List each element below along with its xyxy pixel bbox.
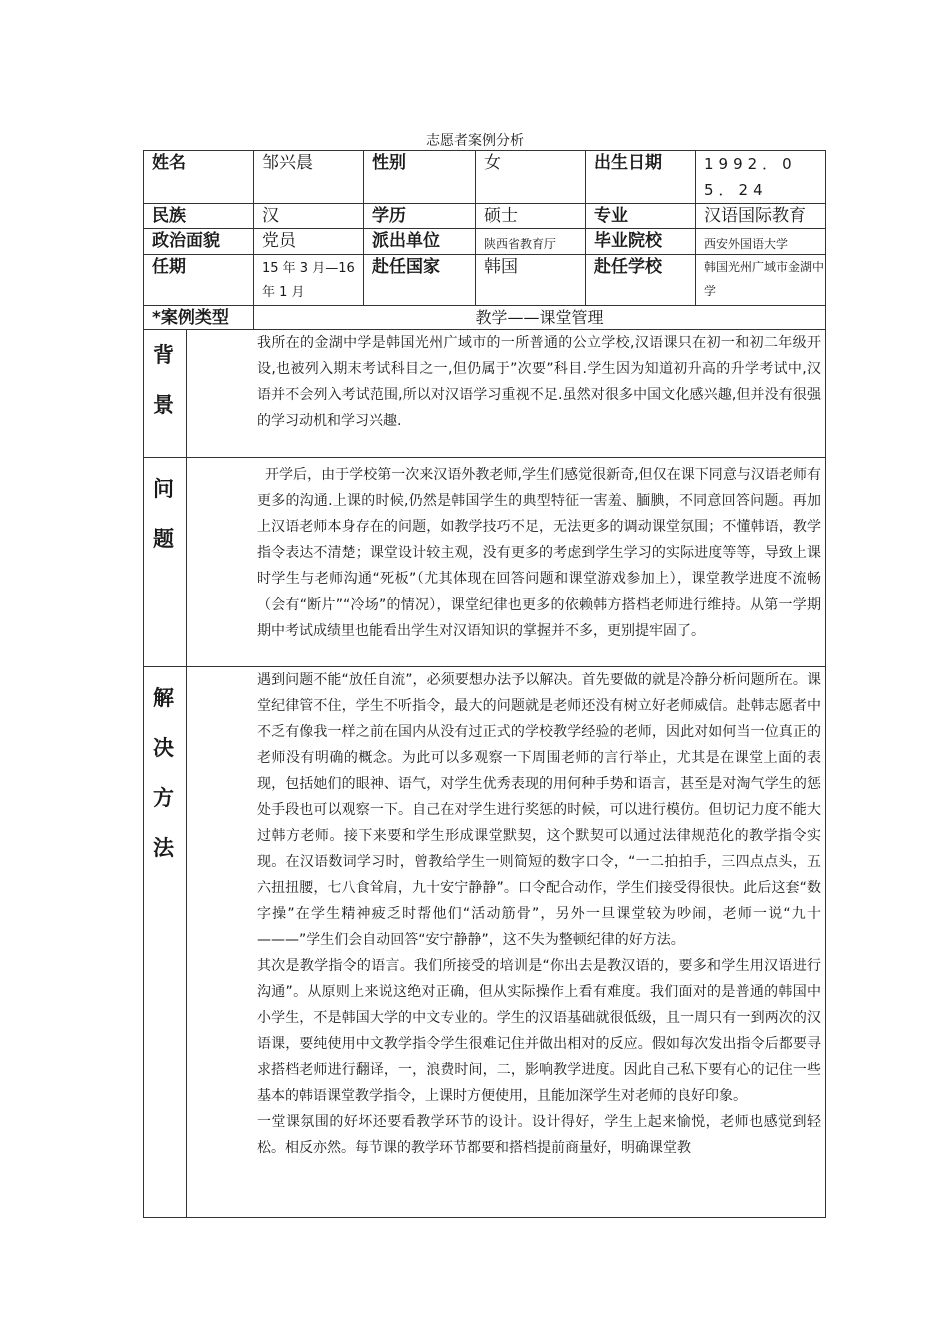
solution-paragraph-2: 其次是教学指令的语言。我们所接受的培训是“你出去是教汉语的，要多和学生用汉语进行沟通”。从原则上来说这绝对正确，但从实际操作上看有难度。我们面对的是普通的韩国中小学生，不是韩国大学的中文专业的。学生的汉语基础就很低级，且一周只有一到两次的汉语课，要纯使用中文教学指令学生很难记住并做出相对的反应。假如每次发出指令后都要寻求搭档老师进行翻译，一，浪费时间，二，影响教学进度。因此自己私下要有心的记住一些基本的韩语课堂教学指令，上课时方便使用，且能加深学生对老师的良好印象。	[257, 958, 821, 1104]
background-label-char-1: 背	[153, 343, 174, 367]
dob-value: 1992．05．24	[696, 151, 826, 204]
name-label: 姓名	[144, 151, 254, 204]
document-title: 志愿者案例分析	[426, 133, 524, 149]
graduate-label: 毕业院校	[586, 229, 696, 255]
row-solution	[144, 667, 826, 1218]
problem-label-char-2: 题	[153, 527, 174, 551]
background-section-label	[144, 330, 187, 458]
case-form-table	[143, 150, 826, 1218]
country-value: 韩国	[476, 255, 586, 306]
term-label: 任期	[144, 255, 254, 306]
solution-label-char-2: 决	[153, 736, 174, 760]
row-political	[144, 229, 826, 255]
dob-label: 出生日期	[586, 151, 696, 204]
row-case-type	[144, 306, 826, 330]
solution-paragraph-3: 一堂课氛围的好坏还要看教学环节的设计。设计得好，学生上起来愉悦，老师也感觉到轻松。相反亦然。每节课的教学环节都要和搭档提前商量好，明确课堂教	[257, 1114, 821, 1156]
education-label: 学历	[364, 204, 476, 229]
problem-label-char-1: 问	[153, 477, 174, 501]
row-background	[144, 330, 826, 458]
country-label: 赴任国家	[364, 255, 476, 306]
school-label: 赴任学校	[586, 255, 696, 306]
political-label: 政治面貌	[144, 229, 254, 255]
problem-section-label	[144, 458, 187, 667]
ethnicity-label: 民族	[144, 204, 254, 229]
dispatch-label: 派出单位	[364, 229, 476, 255]
gender-value: 女	[476, 151, 586, 204]
solution-label-char-3: 方	[153, 786, 174, 810]
name-value: 邹兴晨	[254, 151, 364, 204]
solution-paragraph-1: 遇到问题不能“放任自流”，必须要想办法予以解决。首先要做的就是冷静分析问题所在。课堂纪律管不住，学生不听指令，最大的问题就是老师还没有树立好老师威信。赴韩志愿者中不乏有像我一样之前在国内从没有过正式的学校教学经验的老师，因此对如何当一位真正的老师没有明确的概念。为此可以多观察一下周围老师的言行举止，尤其是在课堂上面的表现，包括她们的眼神、语气，对学生优秀表现的用何种手势和语言，甚至是对淘气学生的惩处手段也可以观察一下。自己在对学生进行奖惩的时候，可以进行模仿。但切记力度不能大过韩方老师。接下来要和学生形成课堂默契，这个默契可以通过法律规范化的教学指令实现。在汉语数词学习时，曾教给学生一则简短的数字口令，“一二拍拍手，三四点点头，五六扭扭腰，七八食耸肩，九十安宁静静”。口令配合动作，学生们接受得很快。此后这套“数字操”在学生精神疲乏时帮他们“活动筋骨”，另外一旦课堂较为吵闹，老师一说“九十———”学生们会自动回答“安宁静静”，这不失为整顿纪律的好方法。	[257, 672, 821, 948]
graduate-value: 西安外国语大学	[696, 229, 826, 255]
row-ethnicity	[144, 204, 826, 229]
political-value: 党员	[254, 229, 364, 255]
solution-label-char-4: 法	[153, 836, 174, 860]
row-term	[144, 255, 826, 306]
major-label: 专业	[586, 204, 696, 229]
school-value: 韩国光州广域市金湖中学	[696, 255, 826, 306]
solution-text	[187, 667, 826, 1218]
term-value: 15 年 3 月—16 年 1 月	[254, 255, 364, 306]
background-paragraph: 我所在的金湖中学是韩国光州广域市的一所普通的公立学校,汉语课只在初一和初二年级开设,也被列入期末考试科目之一,但仍属于”次要”科目.学生因为知道初升高的升学考试中,汉语并不会列入考试范围,所以对汉语学习重视不足.虽然对很多中国文化感兴趣,但并没有很强的学习动机和学习兴趣.	[257, 335, 821, 429]
solution-section-label	[144, 667, 187, 1218]
case-type-label: *案例类型	[144, 306, 254, 330]
major-value: 汉语国际教育	[696, 204, 826, 229]
ethnicity-value: 汉	[254, 204, 364, 229]
problem-text	[187, 458, 826, 667]
background-label-char-2: 景	[153, 393, 174, 417]
dispatch-value: 陕西省教育厅	[476, 229, 586, 255]
gender-label: 性别	[364, 151, 476, 204]
case-type-value: 教学——课堂管理	[254, 306, 826, 330]
row-name	[144, 151, 826, 204]
education-value: 硕士	[476, 204, 586, 229]
problem-paragraph: 开学后，由于学校第一次来汉语外教老师,学生们感觉很新奇,但仅在课下同意与汉语老师有更多的沟通.上课的时候,仍然是韩国学生的典型特征一害羞、腼腆，不同意回答问题。再加上汉语老师本身存在的问题，如教学技巧不足，无法更多的调动课堂氛围；不懂韩语，教学指令表达不清楚；课堂设计较主观，没有更多的考虑到学生学习的实际进度等等，导致上课时学生与老师沟通“死板”（尤其体现在回答问题和课堂游戏参加上），课堂教学进度不流畅（会有“断片”“冷场”的情况），课堂纪律也更多的依赖韩方搭档老师进行维持。从第一学期期中考试成绩里也能看出学生对汉语知识的掌握并不多，更别提牢固了。	[257, 467, 821, 639]
background-text	[187, 330, 826, 458]
solution-label-char-1: 解	[153, 686, 174, 710]
row-problem	[144, 458, 826, 667]
